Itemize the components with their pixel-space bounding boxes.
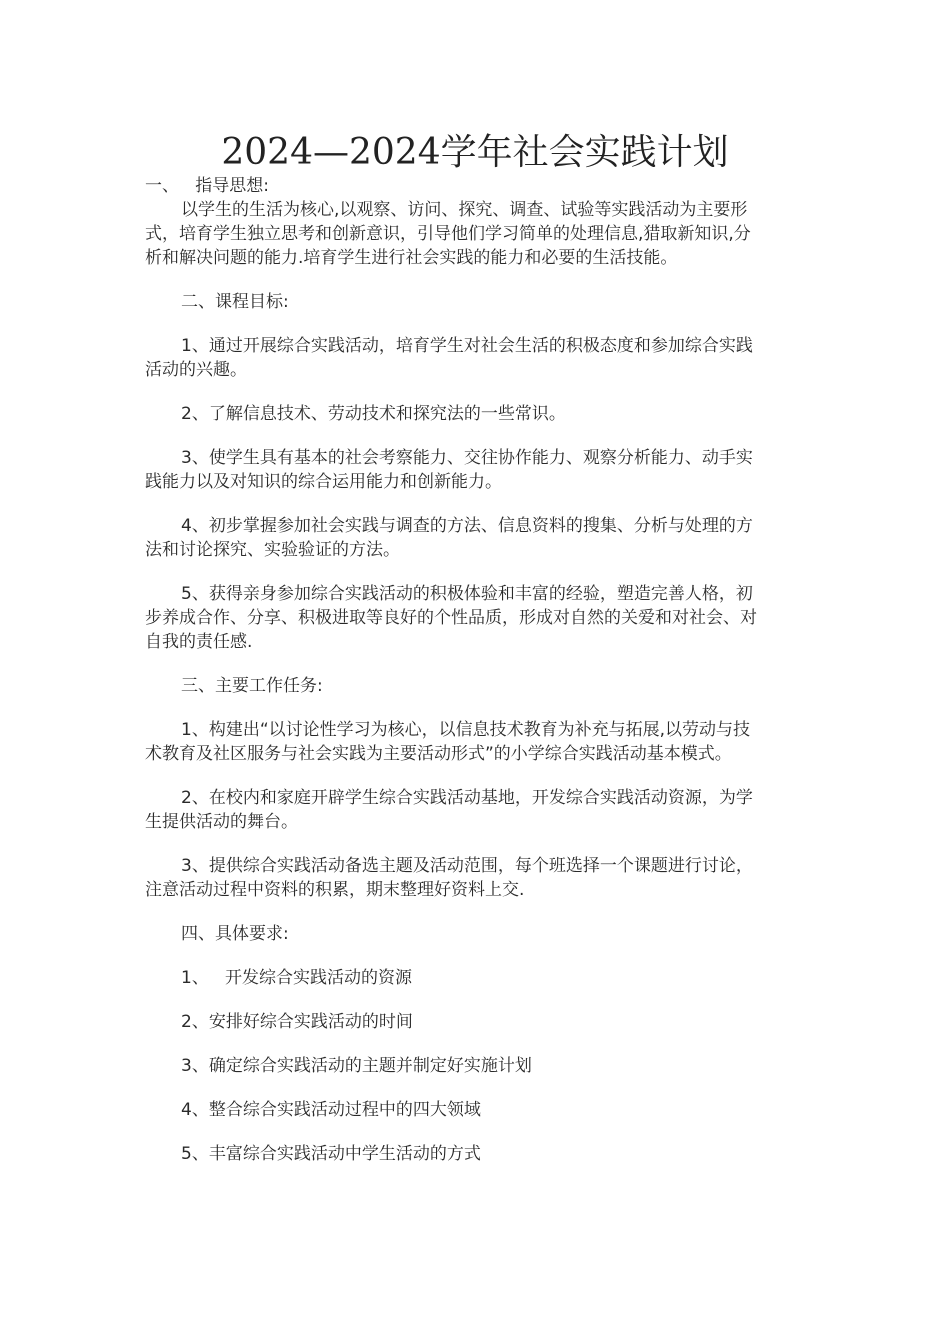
list-item: [145, 402, 805, 426]
paragraph-line: 步养成合作、分享、积极进取等良好的个性品质，形成对自然的关爱和对社会、对: [145, 608, 757, 628]
list-item: [145, 334, 805, 382]
paragraph-line: 3、使学生具有基本的社会考察能力、交往协作能力、观察分析能力、动手实: [181, 448, 753, 468]
paragraph-line: 1、通过开展综合实践活动，培育学生对社会生活的积极态度和参加综合实践: [181, 336, 753, 356]
paragraph-line: 式，培育学生独立思考和创新意识，引导他们学习简单的处理信息,猎取新知识,分: [145, 224, 751, 244]
list-item: [145, 582, 805, 654]
paragraph-line: 自我的责任感.: [145, 632, 253, 652]
list-item: [145, 446, 805, 494]
document-body: [145, 174, 805, 1166]
paragraph-line: 析和解决问题的能力.培育学生进行社会实践的能力和必要的生活技能。: [145, 248, 678, 268]
paragraph-guiding-ideology: [145, 198, 805, 270]
section-heading-main-tasks: 三、主要工作任务:: [181, 676, 323, 696]
paragraph-line: 注意活动过程中资料的积累，期末整理好资料上交.: [145, 880, 525, 900]
paragraph-line: 生提供活动的舞台。: [145, 812, 298, 832]
section-heading-course-goals: 二、课程目标:: [181, 292, 289, 312]
list-item: 5、丰富综合实践活动中学生活动的方式: [181, 1144, 481, 1164]
list-item: [145, 786, 805, 834]
section-heading-requirements: 四、具体要求:: [181, 924, 289, 944]
section-heading-guiding-ideology: 一、 指导思想:: [145, 176, 269, 196]
paragraph-line: 法和讨论探究、实验验证的方法。: [145, 540, 400, 560]
paragraph-line: 1、构建出“以讨论性学习为核心，以信息技术教育为补充与拓展,以劳动与技: [181, 720, 751, 740]
list-item: [145, 854, 805, 902]
paragraph-line: 2、了解信息技术、劳动技术和探究法的一些常识。: [181, 404, 566, 424]
paragraph-line: 2、在校内和家庭开辟学生综合实践活动基地，开发综合实践活动资源，为学: [181, 788, 753, 808]
list-item: 3、确定综合实践活动的主题并制定好实施计划: [181, 1056, 532, 1076]
paragraph-line: 践能力以及对知识的综合运用能力和创新能力。: [145, 472, 502, 492]
paragraph-line: 5、获得亲身参加综合实践活动的积极体验和丰富的经验，塑造完善人格，初: [181, 584, 753, 604]
list-item: 4、整合综合实践活动过程中的四大领域: [181, 1100, 481, 1120]
paragraph-line: 以学生的生活为核心,以观察、访问、探究、调查、试验等实践活动为主要形: [181, 200, 748, 220]
paragraph-line: 4、初步掌握参加社会实践与调查的方法、信息资料的搜集、分析与处理的方: [181, 516, 753, 536]
document-title: 2024—2024学年社会实践计划: [221, 132, 729, 173]
list-item: 2、安排好综合实践活动的时间: [181, 1012, 413, 1032]
list-item: 1、 开发综合实践活动的资源: [181, 968, 413, 988]
paragraph-line: 术教育及社区服务与社会实践为主要活动形式”的小学综合实践活动基本模式。: [145, 744, 732, 764]
paragraph-line: 3、提供综合实践活动备选主题及活动范围，每个班选择一个课题进行讨论，: [181, 856, 753, 876]
paragraph-line: 活动的兴趣。: [145, 360, 247, 380]
list-item: [145, 514, 805, 562]
list-item: [145, 718, 805, 766]
